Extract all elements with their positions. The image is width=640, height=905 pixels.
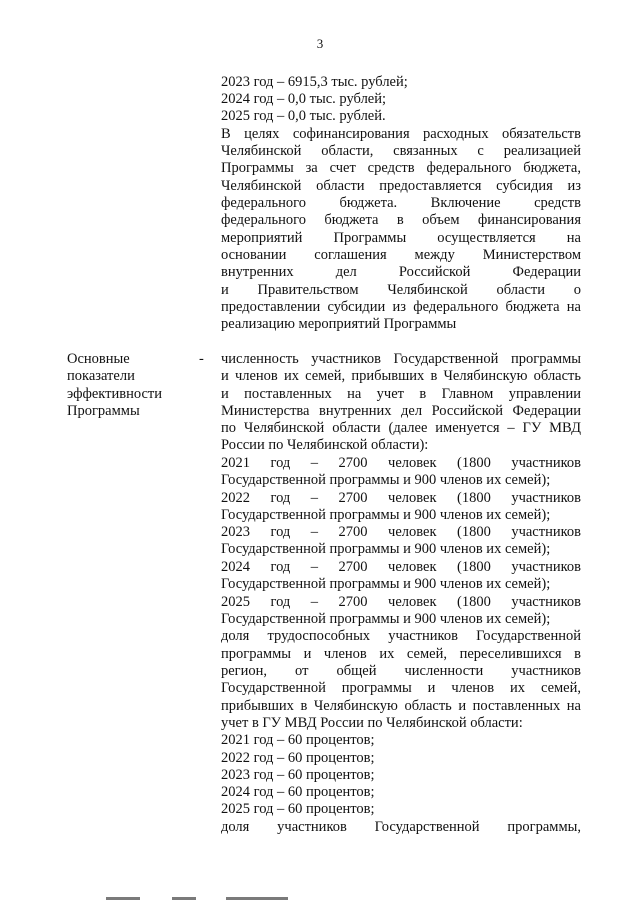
funding-paragraph-line: основании соглашения между Министерством [221, 247, 581, 263]
cutoff-text-fragment [106, 897, 140, 900]
indicators-line: регион, от общей численности участников [221, 663, 581, 679]
indicators-line: Государственной программы и 900 членов их семей); [221, 541, 551, 557]
funding-paragraph-line: Челябинской области, связанных с реализацией [221, 143, 581, 159]
indicators-line: Государственной программы и 900 членов их семей); [221, 507, 551, 523]
funding-year-2024: 2024 год – 0,0 тыс. рублей; [221, 91, 387, 107]
indicators-line: и членов их семей, прибывших в Челябинскую область [221, 368, 581, 384]
indicators-line: России по Челябинской области): [221, 437, 429, 453]
indicators-line: 2022 год – 60 процентов; [221, 750, 375, 766]
funding-paragraph-line: предоставлении субсидии из федерального бюджета на [221, 299, 581, 315]
funding-paragraph-line: и Правительством Челябинской области о [221, 282, 581, 298]
cutoff-text-fragment [172, 897, 196, 900]
funding-paragraph-line: реализацию мероприятий Программы [221, 316, 457, 332]
funding-paragraph-line: федерального бюджета. Включение средств [221, 195, 581, 211]
indicators-line: 2023 год – 2700 человек (1800 участников [221, 524, 581, 540]
indicators-line: 2021 год – 60 процентов; [221, 732, 375, 748]
indicators-line: 2022 год – 2700 человек (1800 участников [221, 490, 581, 506]
indicators-line: прибывших в Челябинскую область и поставленных на [221, 698, 581, 714]
indicators-line: учет в ГУ МВД России по Челябинской области: [221, 715, 523, 731]
indicators-label-line: эффективности [67, 386, 162, 402]
indicators-line: численность участников Государственной программы [221, 351, 581, 367]
indicators-line: и поставленных на учет в Главном управлении [221, 386, 581, 402]
indicators-line: Государственной программы и 900 членов их семей); [221, 472, 551, 488]
indicators-line: программы и членов их семей, переселившихся в [221, 646, 581, 662]
indicators-dash: - [199, 351, 204, 367]
indicators-line: Государственной программы и 900 членов их семей); [221, 611, 551, 627]
indicators-line: 2024 год – 60 процентов; [221, 784, 375, 800]
indicators-line: 2025 год – 2700 человек (1800 участников [221, 594, 581, 610]
funding-year-2025: 2025 год – 0,0 тыс. рублей. [221, 108, 386, 124]
indicators-line: Министерства внутренних дел Российской Федерации [221, 403, 581, 419]
funding-paragraph-line: Программы за счет средств федерального бюджета, [221, 160, 581, 176]
indicators-line: по Челябинской области (далее именуется – ГУ МВД [221, 420, 581, 436]
funding-paragraph-line: федерального бюджета в объем финансирования [221, 212, 581, 228]
indicators-line: 2021 год – 2700 человек (1800 участников [221, 455, 581, 471]
page-number: 3 [316, 36, 324, 51]
funding-paragraph-line: мероприятий Программы осуществляется на [221, 230, 581, 246]
funding-paragraph-line: В целях софинансирования расходных обязательств [221, 126, 581, 142]
indicators-line: 2023 год – 60 процентов; [221, 767, 375, 783]
cutoff-text-fragment [226, 897, 288, 900]
indicators-line: доля участников Государственной программы, [221, 819, 581, 835]
indicators-label-line: Основные [67, 351, 130, 367]
indicators-label-line: показатели [67, 368, 135, 384]
indicators-line: Государственной программы и членов их семей, [221, 680, 581, 696]
funding-paragraph-line: Челябинской области предоставляется субсидия из [221, 178, 581, 194]
indicators-line: Государственной программы и 900 членов их семей); [221, 576, 551, 592]
indicators-label-line: Программы [67, 403, 140, 419]
indicators-line: доля трудоспособных участников Государственной [221, 628, 581, 644]
funding-paragraph-line: внутренних дел Российской Федерации [221, 264, 581, 280]
funding-year-2023: 2023 год – 6915,3 тыс. рублей; [221, 74, 408, 90]
indicators-line: 2025 год – 60 процентов; [221, 801, 375, 817]
indicators-line: 2024 год – 2700 человек (1800 участников [221, 559, 581, 575]
